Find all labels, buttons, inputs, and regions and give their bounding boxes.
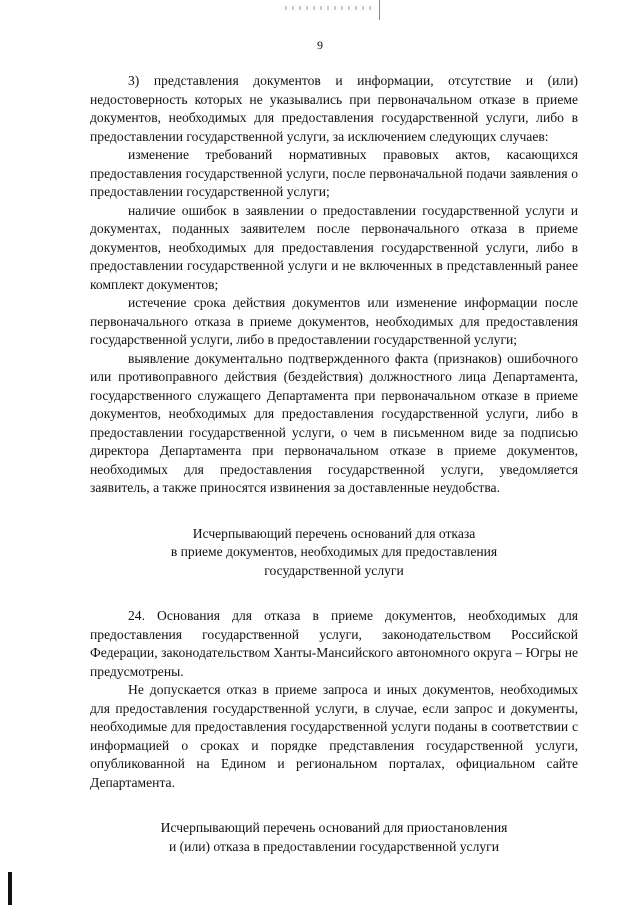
paragraph-exception-2: наличие ошибок в заявлении о предоставлении государственной услуги и документах, поданных заявителем после первоначального отказа в приеме документов, необходимых для предоставления государственной услуги, либо в предоставлении государственной услуги и не включенных в представленный ранее комплект документов; [90, 202, 578, 292]
margin-mark [8, 872, 12, 905]
page-number: 9 [317, 38, 323, 52]
paragraph-exception-4: выявление документально подтвержденного факта (признаков) ошибочного или противоправного действия (бездействия) должностного лица Департамента, государственного служащего Департамента при первоначальном отказе в приеме документов, необходимых для предоставления государственной услуги, либо в предоставлении государственной услуги, о чем в письменном виде за подписью директора Департамента при первоначальном отказе в приеме документов, необходимых для предоставления государственной услуги, уведомляется заявитель, а также приносятся извинения за доставленные неудобства. [90, 350, 578, 495]
heading-line: Исчерпывающий перечень оснований для отказа [192, 525, 476, 541]
document-body [90, 72, 578, 856]
paragraph-exception-3: истечение срока действия документов или изменение информации после первоначального отказа в приеме документов, необходимых для предоставления государственной услуги, либо в предоставлении государственной услуги; [90, 295, 578, 347]
heading-line: государственной услуги [264, 562, 404, 578]
paragraph-item-3: 3) представления документов и информации, отсутствие и (или) недостоверность которых не указывались при первоначальном отказе в приеме документов, необходимых для предоставления государственной услуги, либо в предоставлении государственной услуги, за исключением следующих случаев: [90, 73, 578, 144]
heading-line: в приеме документов, необходимых для предоставления [170, 544, 498, 559]
scan-artifact-line [379, 0, 380, 20]
section-heading-suspension-grounds [90, 819, 578, 856]
paragraph-no-refusal: Не допускается отказ в приеме запроса и иных документов, необходимых для предоставления государственной услуги, в случае, если запрос и документы, необходимые для предоставления государственной услуги поданы в соответствии с информацией о сроках и порядке представления государственной услуги, опубликованной на Едином и региональном порталах, официальном сайте Департамента. [90, 682, 578, 790]
heading-line: и (или) отказа в предоставлении государственной услуги [168, 838, 500, 854]
heading-line: Исчерпывающий перечень оснований для приостановления [160, 820, 508, 835]
section-heading-refusal-grounds [90, 525, 578, 581]
scan-artifact-dots [285, 6, 375, 10]
paragraph-exception-1: изменение требований нормативных правовых актов, касающихся предоставления государственной услуги, после первоначальной подачи заявления о предоставлении государственной услуги; [90, 147, 578, 199]
paragraph-clause-24: 24. Основания для отказа в приеме документов, необходимых для предоставления государственной услуги, законодательством Российской Федерации, законодательством Ханты-Мансийского автономного округа – Югры не предусмотрены. [90, 608, 578, 679]
